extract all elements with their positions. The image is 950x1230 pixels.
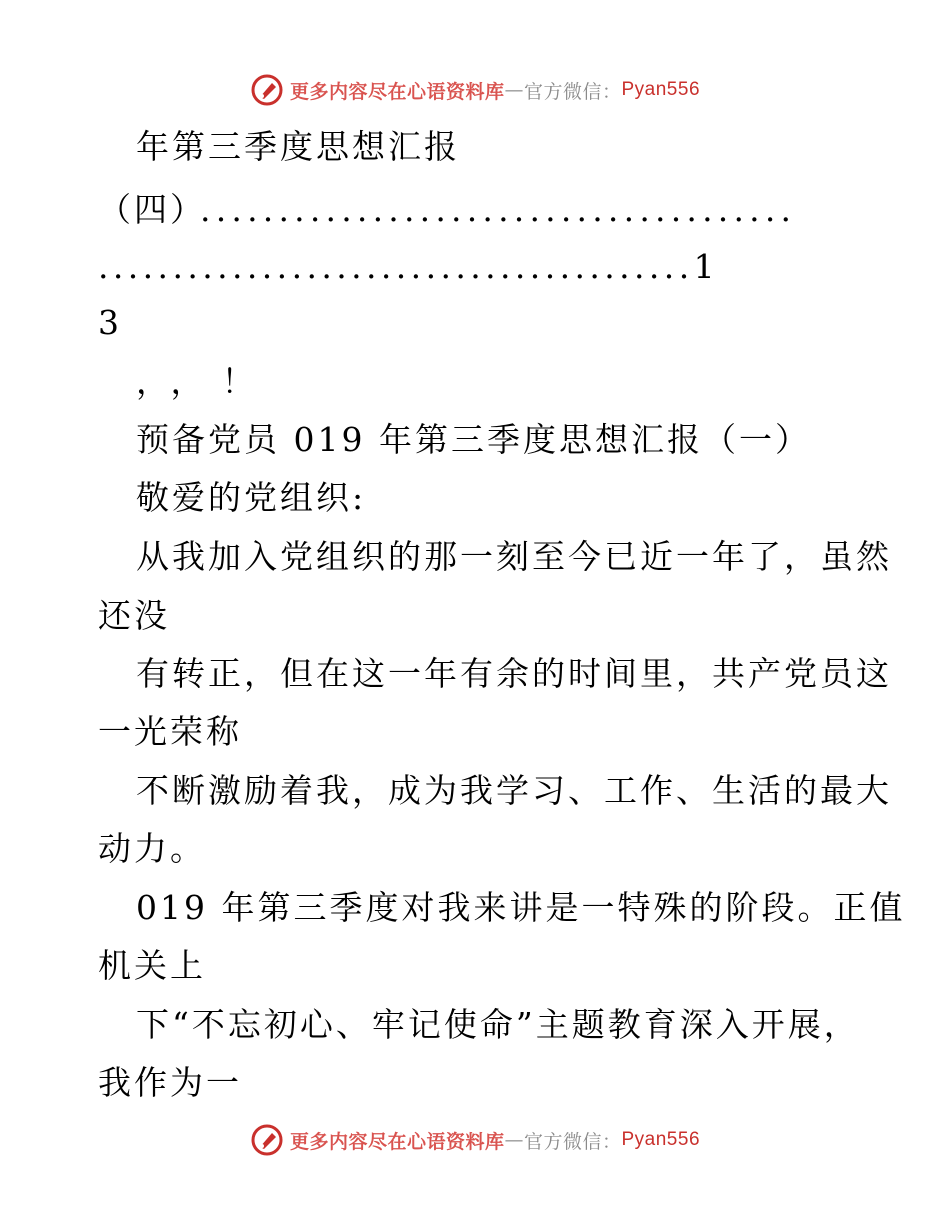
body-line: 动力。 (98, 829, 206, 868)
footer-wechat-id: Pyan556 (621, 1129, 701, 1150)
header-banner (0, 70, 950, 110)
footer-banner (0, 1120, 950, 1160)
header-main-text: 更多内容尽在心语资料库 (289, 80, 505, 103)
salutation: 敬爱的党组织: (136, 478, 367, 517)
toc-entry-number: （四） (98, 190, 206, 229)
toc-entry-title: 年第三季度思想汇报 (136, 127, 460, 166)
body-line: 我作为一 (98, 1063, 242, 1102)
punctuation-line: ，，！ (136, 362, 273, 401)
footer-main-text: 更多内容尽在心语资料库 (289, 1130, 505, 1153)
body-line: 019 年第三季度对我来讲是一特殊的阶段。正值 (136, 888, 906, 927)
header-wechat-id: Pyan556 (621, 79, 701, 100)
header-separator: — (504, 79, 524, 101)
body-line: 从我加入党组织的那一刻至今已近一年了，虽然 (136, 537, 892, 576)
header-wechat-label: 官方微信： (523, 80, 622, 103)
toc-leader-dots-2: ........................................1 (98, 247, 719, 286)
toc-entry-sub (98, 190, 206, 230)
footer-wechat-label: 官方微信： (523, 1130, 622, 1153)
toc-page-number-tail: 3 (98, 303, 122, 342)
pen-nib-logo-icon (250, 73, 284, 107)
body-line: 一光荣称 (98, 712, 242, 751)
body-line: 不断激励着我，成为我学习、工作、生活的最大 (136, 771, 892, 810)
footer-separator: — (504, 1129, 524, 1151)
toc-leader-dots-1: ...................................... (200, 190, 797, 229)
section-heading: 预备党员 019 年第三季度思想汇报（一） (136, 420, 811, 459)
body-line: 还没 (98, 596, 170, 635)
body-line: 有转正，但在这一年有余的时间里，共产党员这 (136, 654, 892, 693)
body-line: 下“不忘初心、牢记使命”主题教育深入开展， (136, 1005, 860, 1044)
pen-nib-logo-icon (250, 1123, 284, 1157)
body-line: 机关上 (98, 946, 206, 985)
